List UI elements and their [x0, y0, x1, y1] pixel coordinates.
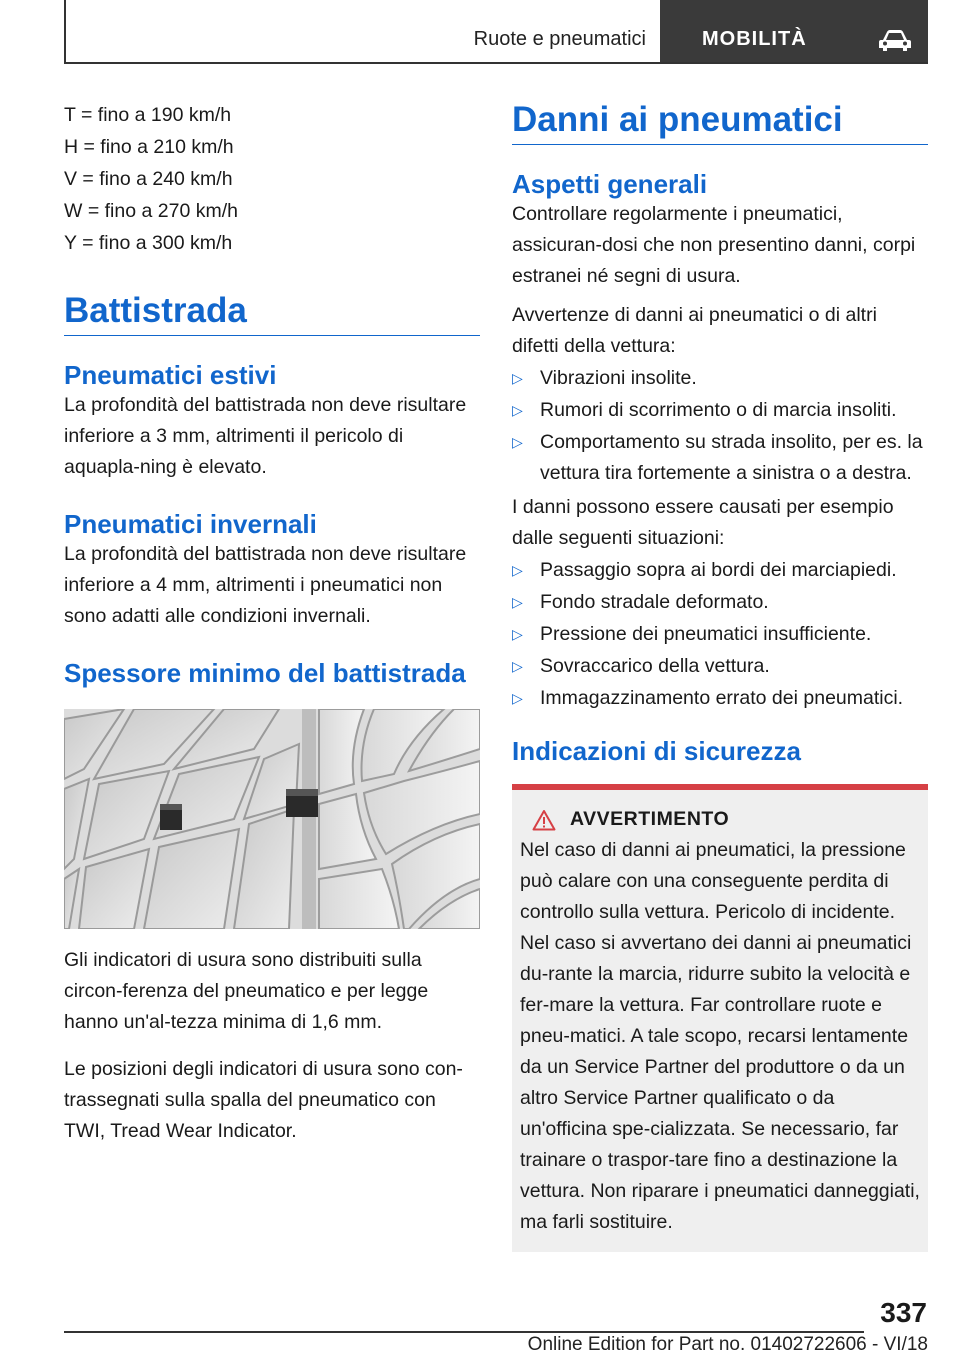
list-item: ▷ Immagazzinamento errato dei pneumatici.	[512, 683, 928, 714]
triangle-bullet-icon: ▷	[512, 594, 523, 610]
speed-item: H = fino a 210 km/h	[64, 136, 234, 158]
heading-spessore-minimo: Spessore minimo del battistrada	[64, 658, 466, 688]
page-header	[64, 0, 928, 64]
heading-pneumatici-estivi: Pneumatici estivi	[64, 360, 277, 390]
warning-box	[512, 784, 928, 1252]
speed-item: V = fino a 240 km/h	[64, 168, 233, 190]
paragraph-cause: I danni possono essere causati per esempio dalle seguenti situazioni:	[512, 496, 894, 549]
list-item: ▷ Fondo stradale deformato.	[512, 587, 928, 618]
list-item: ▷ Vibrazioni insolite.	[512, 363, 928, 394]
list-item: ▷ Sovraccarico della vettura.	[512, 651, 928, 682]
speed-list	[64, 100, 480, 259]
heading-battistrada: Battistrada	[64, 291, 480, 336]
paragraph-aspetti: Controllare regolarmente i pneumatici, assicuran-dosi che non presentino danni, corpi estranei né segni di usura.	[512, 203, 916, 287]
paragraph-invernali: La profondità del battistrada non deve risultare inferiore a 4 mm, altrimenti i pneumatici non sono adatti alle condizioni invernali.	[64, 543, 467, 627]
triangle-bullet-icon: ▷	[512, 434, 523, 450]
paragraph-estivi: La profondità del battistrada non deve risultare inferiore a 3 mm, altrimenti il pericolo di aquapla-ning è elevato.	[64, 394, 467, 478]
heading-pneumatici-invernali: Pneumatici invernali	[64, 509, 317, 539]
warning-text: Nel caso di danni ai pneumatici, la pressione può calare con una conseguente perdita di controllo sulla vettura. Pericolo di incidente. Nel caso si avvertano dei danni ai pneumatici du-rante la marcia, ridurre subito la velocità e fer-mare la vettura. Far controllare ruote e pneu-matici. A tale scopo, recarsi lentamente da un Service Partner del produttore o da un altro Service Partner qualificato o da un'officina spe-cializzata. Se necessario, far trainare o traspor-tare fino a destinazione la vettura. Non riparare i pneumatici danneggiati, ma farli sostituire.	[520, 839, 920, 1233]
list-item: ▷ Rumori di scorrimento o di marcia insoliti.	[512, 395, 928, 426]
heading-aspetti-generali: Aspetti generali	[512, 169, 708, 199]
speed-item: T = fino a 190 km/h	[64, 104, 232, 126]
heading-indicazioni-sicurezza: Indicazioni di sicurezza	[512, 736, 801, 766]
speed-item: Y = fino a 300 km/h	[64, 232, 233, 254]
triangle-bullet-icon: ▷	[512, 626, 523, 642]
heading-danni-pneumatici: Danni ai pneumatici	[512, 100, 928, 145]
chapter-label: MOBILITÀ	[702, 28, 807, 50]
warning-title: AVVERTIMENTO	[570, 808, 730, 830]
speed-item: W = fino a 270 km/h	[64, 200, 238, 222]
right-column	[512, 100, 928, 1252]
triangle-bullet-icon: ▷	[512, 690, 523, 706]
cause-list	[512, 555, 928, 714]
left-column	[64, 100, 480, 1147]
triangle-bullet-icon: ▷	[512, 402, 523, 418]
triangle-bullet-icon: ▷	[512, 562, 523, 578]
paragraph-indicatori: Gli indicatori di usura sono distribuiti sulla circon-ferenza del pneumatico e per legge hanno un'al-tezza minima di 1,6 mm.	[64, 949, 429, 1033]
list-item: ▷ Comportamento su strada insolito, per es. la vettura tira fortemente a sinistra o a destra.	[512, 427, 928, 489]
page-number: 337	[880, 1297, 927, 1328]
tread-illustration	[64, 709, 480, 929]
chapter-box	[660, 0, 928, 62]
footer-edition: Online Edition for Part no. 01402722606 - VI/18	[527, 1334, 928, 1355]
footer-divider	[64, 1331, 864, 1333]
section-label: Ruote e pneumatici	[473, 28, 646, 50]
paragraph-posizioni: Le posizioni degli indicatori di usura sono con-trassegnati sulla spalla del pneumatico con TWI, Tread Wear Indicator.	[64, 1058, 463, 1142]
triangle-bullet-icon: ▷	[512, 658, 523, 674]
warning-triangle-icon	[532, 809, 556, 831]
list-item: ▷ Pressione dei pneumatici insufficiente.	[512, 619, 928, 650]
paragraph-avvertenze: Avvertenze di danni ai pneumatici o di altri difetti della vettura:	[512, 304, 877, 357]
triangle-bullet-icon: ▷	[512, 370, 523, 386]
avvertenze-list	[512, 363, 928, 489]
list-item: ▷ Passaggio sopra ai bordi dei marciapiedi.	[512, 555, 928, 586]
warning-header	[520, 808, 920, 831]
tread-wear-indicator-image	[64, 709, 480, 929]
car-icon	[878, 28, 912, 54]
